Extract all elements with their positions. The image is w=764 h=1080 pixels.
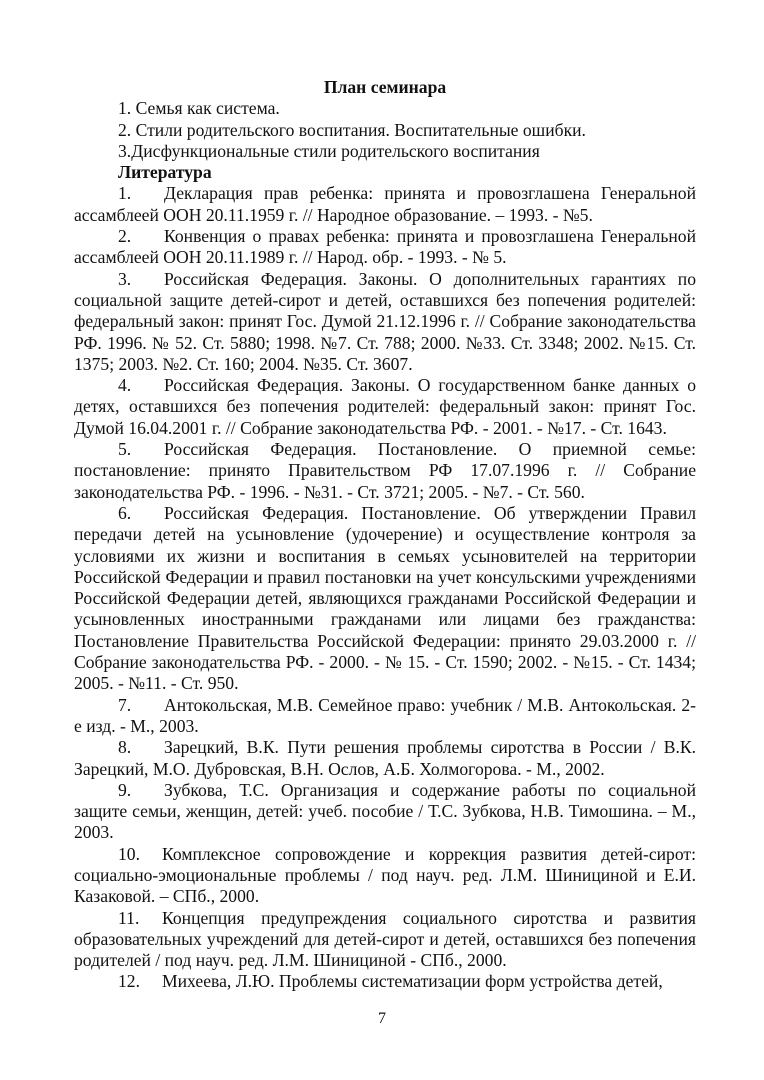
page-title: План семинара xyxy=(323,77,447,97)
reference-text: Зарецкий, В.К. Пути решения проблемы сиротства в России / В.К. Зарецкий, М.О. Дубровская, В.Н. Ослов, А.Б. Холмогорова. - М., 2002. xyxy=(74,737,696,779)
reference-number: 11. xyxy=(118,907,140,928)
reference-number: 6. xyxy=(118,502,132,523)
reference-text: Концепция предупреждения социального сиротства и развития образовательных учреждений для детей-сирот и детей, оставшихся без попечения родителей / под науч. ред. Л.М. Шинициной - СПб., 2000. xyxy=(74,907,696,971)
reference-text: Декларация прав ребенка: принята и провозглашена Генеральной ассамблеей ООН 20.11.1959 г. // Народное образование. – 1993. - №5. xyxy=(74,183,696,225)
reference-number: 10. xyxy=(118,843,140,864)
reference-text: Конвенция о правах ребенка: принята и провозглашена Генеральной ассамблеей ООН 20.11.1989 г. // Народ. обр. - 1993. - № 5. xyxy=(74,226,696,268)
reference-number: 2. xyxy=(118,226,132,247)
reference-list xyxy=(74,183,696,992)
reference-text: Антокольская, М.В. Семейное право: учебник / М.В. Антокольская. 2-е изд. - М., 2003. xyxy=(74,694,696,736)
reference-text: Российская Федерация. Постановление. О приемной семье: постановление: принято Правительством РФ 17.07.1996 г. // Собрание законодательства РФ. - 1996. - №31. - Ст. 3721; 2005. - №7. - Ст. 560. xyxy=(74,439,696,502)
reference-item xyxy=(74,737,696,780)
reference-text: Комплексное сопровождение и коррекция развития детей-сирот: социально-эмоциональные проблемы / под науч. ред. Л.М. Шинициной и Е.И. Казаковой. – СПб., 2000. xyxy=(74,843,696,907)
reference-number: 4. xyxy=(118,375,132,396)
reference-number: 12. xyxy=(118,971,140,992)
reference-item xyxy=(74,269,696,375)
reference-item xyxy=(74,503,696,695)
reference-text: Российская Федерация. Законы. О государственном банке данных о детях, оставшихся без попечения родителей: федеральный закон: принят Гос. Думой 16.04.2001 г. // Собрание законодательства РФ. - 2001. - №17. - Ст. 1643. xyxy=(74,375,696,438)
plan-item: 2. Стили родительского воспитания. Воспитательные ошибки. xyxy=(118,119,586,140)
reference-number: 7. xyxy=(118,694,132,715)
reference-item xyxy=(74,183,696,226)
reference-item xyxy=(74,226,696,269)
page-number: 7 xyxy=(378,1010,386,1027)
reference-item xyxy=(74,844,696,908)
reference-item xyxy=(74,439,696,503)
reference-text: Зубкова, Т.С. Организация и содержание работы по социальной защите семьи, женщин, детей: учеб. пособие / Т.С. Зубкова, Н.В. Тимошина. – М., 2003. xyxy=(74,779,696,843)
reference-text: Российская Федерация. Постановление. Об утверждении Правил передачи детей на усыновление (удочерение) и осуществление контроля за условиями их жизни и воспитания в семьях усыновителей на территории Российской Федерации и правил постановки на учет консульскими учреждениями Российской Федерации детей, являющихся гражданами Российской Федерации и усыновленных иностранными гражданами или лицами без гражданства: Постановление Правительства Российской Федерации: принято 29.03.2000 г. // Собрание законодательства РФ. - 2000. - № 15. - Ст. 1590; 2002. - №15. - Ст. 1434; 2005. - №11. - Ст. 950. xyxy=(74,502,696,694)
plan-item: 1. Семья как система. xyxy=(118,98,280,119)
reference-number: 8. xyxy=(118,737,132,758)
reference-item xyxy=(74,908,696,972)
plan-item: 3.Дисфункциональные стили родительского воспитания xyxy=(118,140,540,161)
reference-number: 5. xyxy=(118,439,132,460)
document-page xyxy=(74,69,696,993)
seminar-plan xyxy=(74,98,696,162)
reference-text: Михеева, Л.Ю. Проблемы систематизации форм устройства детей, xyxy=(162,971,663,992)
reference-number: 1. xyxy=(118,183,132,204)
reference-item xyxy=(74,780,696,844)
reference-text: Российская Федерация. Законы. О дополнительных гарантиях по социальной защите детей-сирот и детей, оставшихся без попечения родителей: федеральный закон: принят Гос. Думой 21.12.1996 г. // Собрание законодательства РФ. 1996. № 52. Ст. 5880; 1998. №7. Ст. 788; 2000. №33. Ст. 3348; 2002. №15. Ст. 1375; 2003. №2. Ст. 160; 2004. №35. Ст. 3607. xyxy=(74,268,696,374)
literature-heading: Литература xyxy=(118,162,212,183)
reference-number: 3. xyxy=(118,268,132,289)
reference-item xyxy=(74,971,696,992)
reference-number: 9. xyxy=(118,779,132,800)
reference-item xyxy=(74,375,696,439)
reference-item xyxy=(74,695,696,738)
